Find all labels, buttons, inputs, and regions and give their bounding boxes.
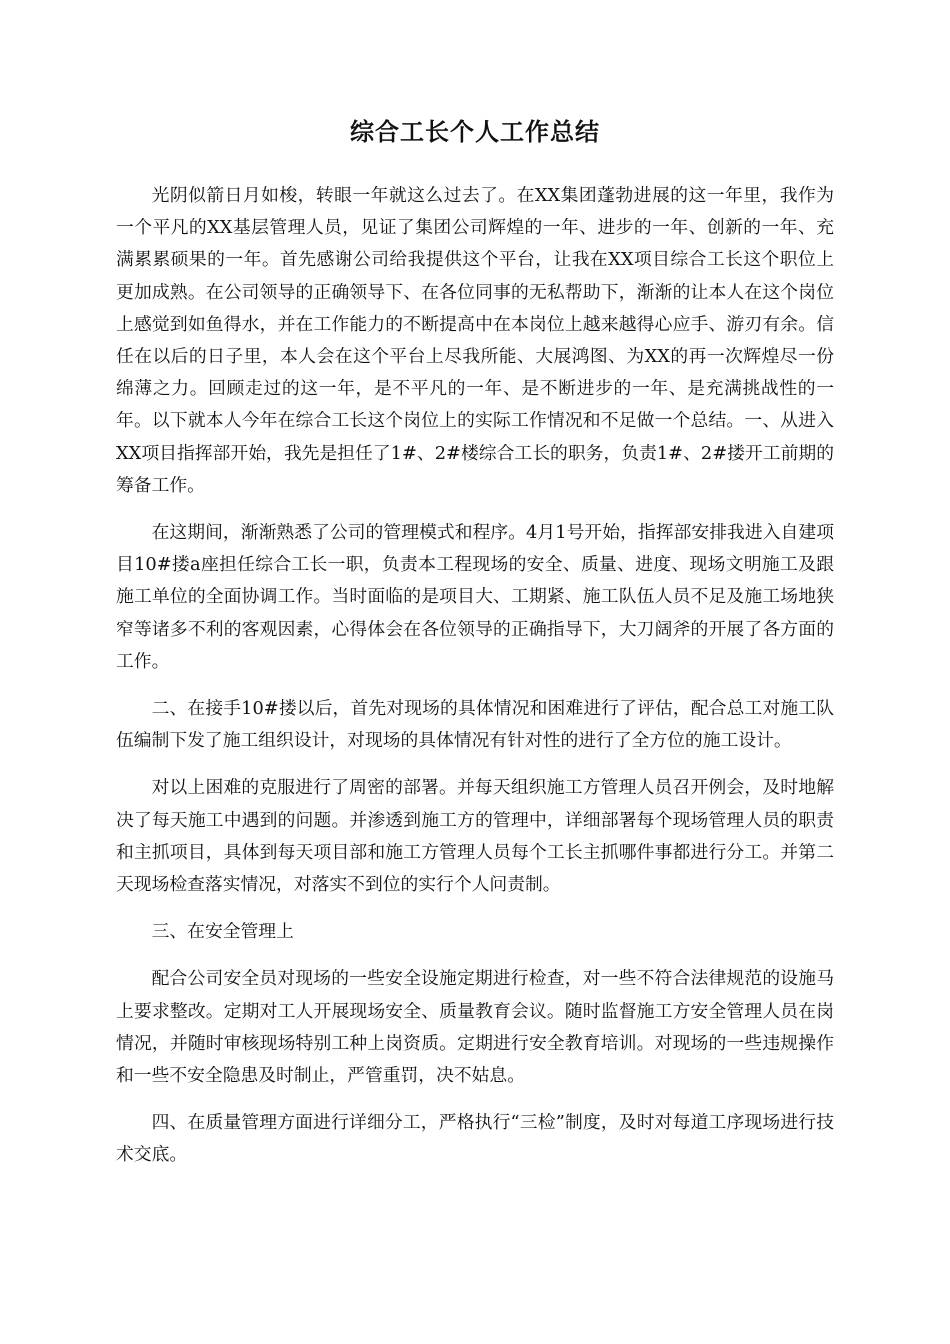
paragraph-assignment: 在这期间，渐渐熟悉了公司的管理模式和程序。4月1号开始，指挥部安排我进入自建项目10#搂a座担任综合工长一职，负责本工程现场的安全、质量、进度、现场文明施工及跟施工单位的全面协调工作。当时面临的是项目大、工期紧、施工队伍人员不足及施工场地狭窄等诸多不利的客观因素，心得体会在各位领导的正确指导下，大刀阔斧的开展了各方面的工作。 [116,522,834,672]
paragraph-section-two: 二、在接手10#搂以后，首先对现场的具体情况和困难进行了评估，配合总工对施工队伍编制下发了施工组织设计，对现场的具体情况有针对性的进行了全方位的施工设计。 [116,698,834,752]
paragraph-quality: 四、在质量管理方面进行详细分工，严格执行“三检”制度，及时对每道工序现场进行技术交底。 [116,1112,834,1166]
paragraph-intro: 光阴似箭日月如梭，转眼一年就这么过去了。在XX集团蓬勃进展的这一年里，我作为一个平凡的XX基层管理人员，见证了集团公司辉煌的一年、进步的一年、创新的一年、充满累累硕果的一年。首先感谢公司给我提供这个平台，让我在XX项目综合工长这个职位上更加成熟。在公司领导的正确领导下、在各位同事的无私帮助下，渐渐的让本人在这个岗位上感觉到如鱼得水，并在工作能力的不断提高中在本岗位上越来越得心应手、游刃有余。信任在以后的日子里，本人会在这个平台上尽我所能、大展鸿图、为XX的再一次辉煌尽一份绵薄之力。回顾走过的这一年，是不平凡的一年、是不断进步的一年、是充满挑战性的一年。以下就本人今年在综合工长这个岗位上的实际工作情况和不足做一个总结。一、从进入XX项目指挥部开始，我先是担任了1#、2#楼综合工长的职务，负责1#、2#搂开工前期的筹备工作。 [116,185,834,496]
document-body [116,180,834,1187]
document-title: 综合工长个人工作总结 [350,118,600,146]
section-heading-safety: 三、在安全管理上 [151,921,294,943]
paragraph-safety: 配合公司安全员对现场的一些安全设施定期进行检查，对一些不符合法律规范的设施马上要求整改。定期对工人开展现场安全、质量教育会议。随时监督施工方安全管理人员在岗情况，并随时审核现场特别工种上岗资质。定期进行安全教育培训。对现场的一些违规操作和一些不安全隐患及时制止，严管重罚，决不姑息。 [116,968,834,1087]
paragraph-deployment: 对以上困难的克服进行了周密的部署。并每天组织施工方管理人员召开例会，及时地解决了每天施工中遇到的问题。并渗透到施工方的管理中，详细部署每个现场管理人员的职责和主抓项目，具体到每天项目部和施工方管理人员每个工长主抓哪件事都进行分工。并第二天现场检查落实情况，对落实不到位的实行个人问责制。 [116,777,834,896]
